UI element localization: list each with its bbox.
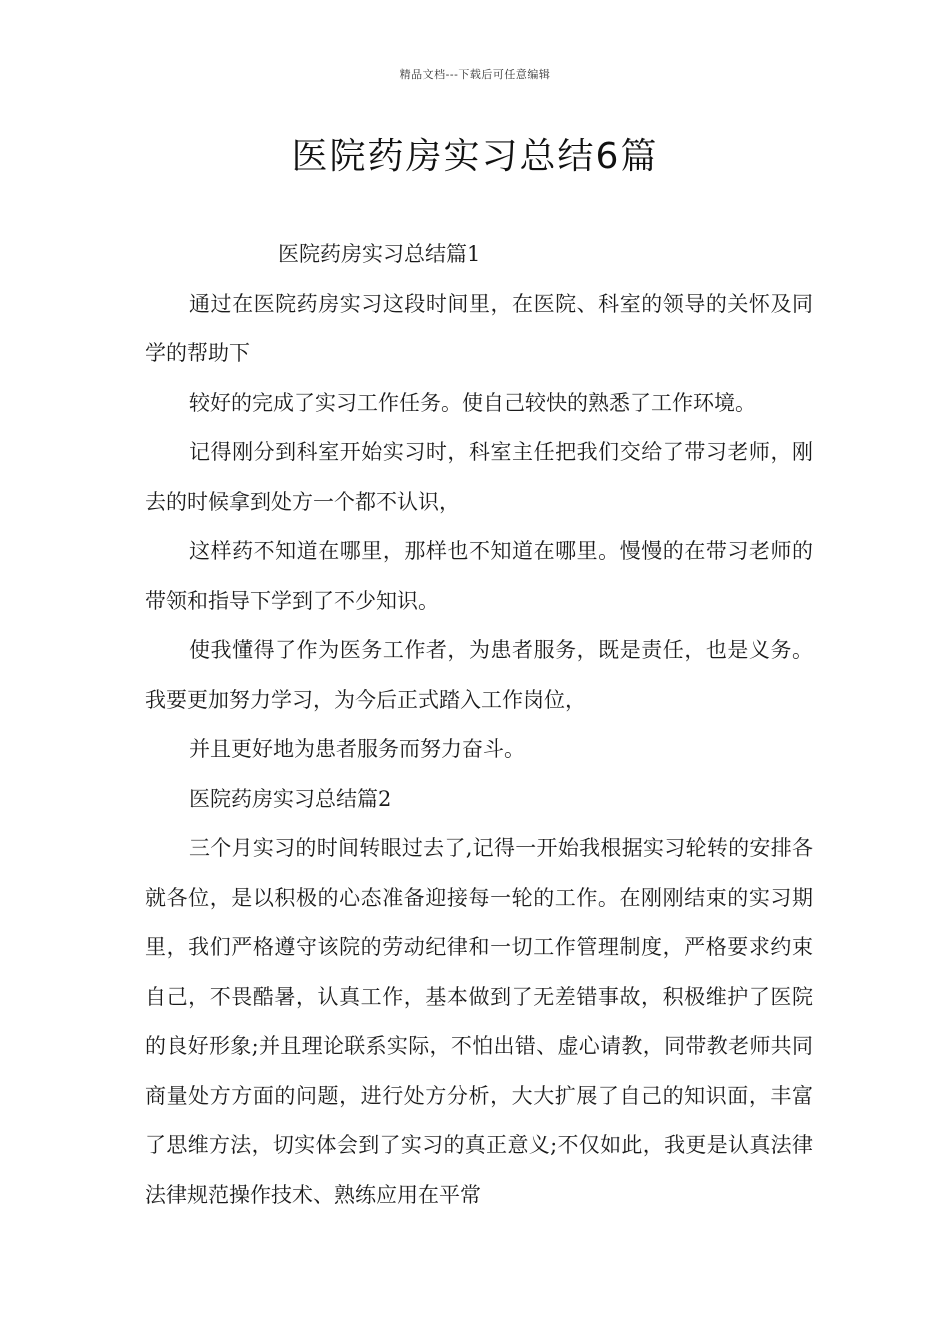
paragraph: 这样药不知道在哪里，那样也不知道在哪里。慢慢的在带习老师的带领和指导下学到了不少知识。 xyxy=(145,539,813,613)
paragraph: 并且更好地为患者服务而努力奋斗。 xyxy=(189,737,525,761)
header-note: 精品文档---下载后可任意编辑 xyxy=(399,68,551,81)
paragraph: 较好的完成了实习工作任务。使自己较快的熟悉了工作环境。 xyxy=(189,390,756,415)
section-heading: 医院药房实习总结篇1 xyxy=(278,242,481,266)
paragraph: 使我懂得了作为医务工作者，为患者服务，既是责任，也是义务。我要更加努力学习，为今后正式踏入工作岗位， xyxy=(145,638,813,712)
section-heading: 医院药房实习总结篇2 xyxy=(189,786,392,811)
document-title: 医院药房实习总结6篇 xyxy=(291,136,659,177)
document-body xyxy=(145,230,813,1220)
paragraph: 三个月实习的时间转眼过去了,记得一开始我根据实习轮转的安排各就各位，是以积极的心态准备迎接每一轮的工作。在刚刚结束的实习期里，我们严格遵守该院的劳动纪律和一切工作管理制度，严格要求约束自己，不畏酷暑，认真工作，基本做到了无差错事故，积极维护了医院的良好形象;并且理论联系实际，不怕出错、虚心请教，同带教老师共同商量处方方面的问题，进行处方分析，大大扩展了自己的知识面，丰富了思维方法，切实体会到了实习的真正意义;不仅如此，我更是认真法律法律规范操作技术、熟练应用在平常 xyxy=(145,836,813,1207)
paragraph: 通过在医院药房实习这段时间里，在医院、科室的领导的关怀及同学的帮助下 xyxy=(145,291,813,365)
paragraph: 记得刚分到科室开始实习时，科室主任把我们交给了带习老师，刚去的时候拿到处方一个都不认识， xyxy=(145,440,813,514)
